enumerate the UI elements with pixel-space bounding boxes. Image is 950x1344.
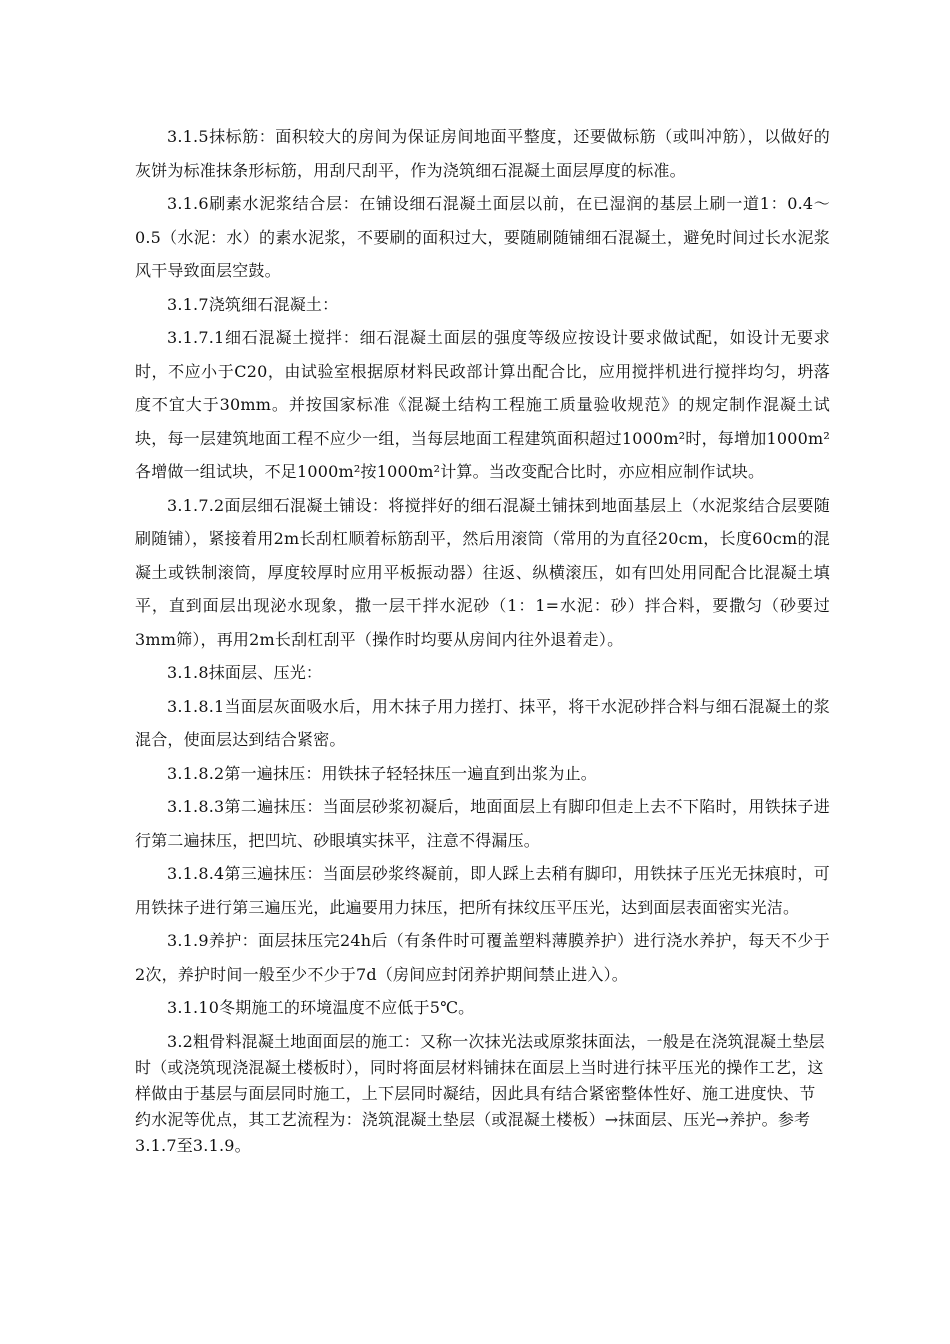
paragraph-3-1-10: 3.1.10冬期施工的环境温度不应低于5℃。 [167,998,475,1017]
paragraph-3-1-5: 3.1.5抹标筋：面积较大的房间为保证房间地面平整度，还要做标筋（或叫冲筋），以做好的灰饼为标准抹条形标筋，用刮尺刮平，作为浇筑细石混凝土面层厚度的标准。 [135,127,830,180]
paragraph-3-1-8-3: 3.1.8.3第二遍抹压：当面层砂浆初凝后，地面面层上有脚印但走上去不下陷时，用铁抹子进行第二遍抹压，把凹坑、砂眼填实抹平，注意不得漏压。 [135,797,830,850]
paragraph-3-1-7-1: 3.1.7.1细石混凝土搅拌：细石混凝土面层的强度等级应按设计要求做试配，如设计无要求时，不应小于C20，由试验室根据原材料民政部计算出配合比，应用搅拌机进行搅拌均匀，坍落度不宜大于30mm。并按国家标准《混凝土结构工程施工质量验收规范》的规定制作混凝土试块，每一层建筑地面工程不应少一组，当每层地面工程建筑面积超过1000m²时，每增加1000m²各增做一组试块，不足1000m²按1000m²计算。当改变配合比时，亦应相应制作试块。 [135,328,830,481]
paragraph-3-1-8: 3.1.8抹面层、压光： [167,663,323,682]
paragraph-3-1-6: 3.1.6刷素水泥浆结合层：在铺设细石混凝土面层以前，在已湿润的基层上刷一道1：0.4～0.5（水泥：水）的素水泥浆，不要刷的面积过大，要随刷随铺细石混凝土，避免时间过长水泥浆风干导致面层空鼓。 [135,194,830,280]
paragraph-3-1-7-2: 3.1.7.2面层细石混凝土铺设：将搅拌好的细石混凝土铺抹到地面基层上（水泥浆结合层要随刷随铺），紧接着用2m长刮杠顺着标筋刮平，然后用滚筒（常用的为直径20cm，长度60cm的混凝土或铁制滚筒，厚度较厚时应用平板振动器）往返、纵横滚压，如有凹处用同配合比混凝土填平，直到面层出现泌水现象，撒一层干拌水泥砂（1：1=水泥：砂）拌合料，要撒匀（砂要过3mm筛），再用2m长刮杠刮平（操作时均要从房间内往外退着走）。 [135,495,830,649]
paragraph-3-1-8-4: 3.1.8.4第三遍抹压：当面层砂浆终凝前，即人踩上去稍有脚印，用铁抹子压光无抹痕时，可用铁抹子进行第三遍压光，此遍要用力抹压，把所有抹纹压平压光，达到面层表面密实光洁。 [135,864,830,917]
paragraph-3-1-8-1: 3.1.8.1当面层灰面吸水后，用木抹子用力搓打、抹平，将干水泥砂拌合料与细石混凝土的浆混合，使面层达到结合紧密。 [135,696,830,749]
paragraph-3-2: 3.2粗骨料混凝土地面面层的施工：又称一次抹光法或原浆抹面法，一般是在浇筑混凝土垫层时（或浇筑现浇混凝土楼板时），同时将面层材料铺抹在面层上当时进行抹平压光的操作工艺，这样做由于基层与面层同时施工，上下层同时凝结，因此具有结合紧密整体性好、施工进度快、节约水泥等优点，其工艺流程为：浇筑混凝土垫层（或混凝土楼板）→抹面层、压光→养护。参考3.1.7至3.1.9。 [135,1031,825,1155]
paragraph-3-1-7: 3.1.7浇筑细石混凝土： [167,294,339,314]
document-body [135,120,830,1159]
paragraph-3-1-8-2: 3.1.8.2第一遍抹压：用铁抹子轻轻抹压一遍直到出浆为止。 [167,763,597,783]
paragraph-3-1-9: 3.1.9养护：面层抹压完24h后（有条件时可覆盖塑料薄膜养护）进行浇水养护，每天不少于2次，养护时间一般至少不少于7d（房间应封闭养护期间禁止进入）。 [135,931,830,984]
